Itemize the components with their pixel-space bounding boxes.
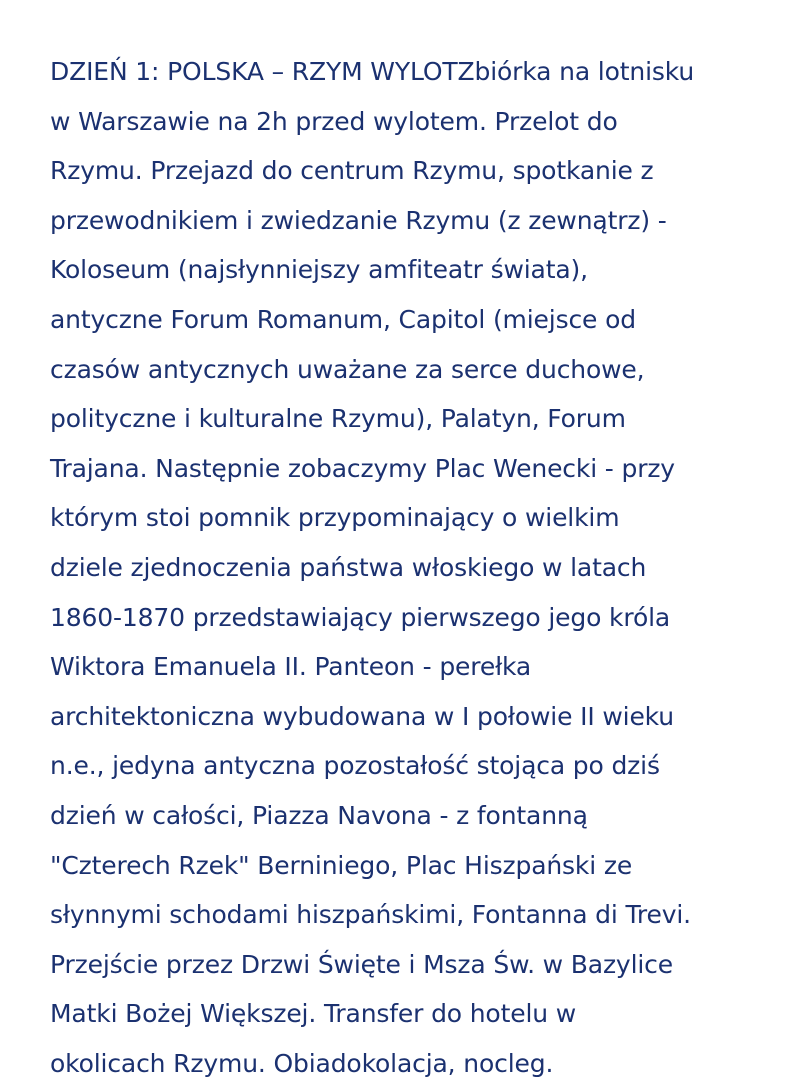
itinerary-line-17: "Czterech Rzek" Berniniego, Plac Hiszpański ze bbox=[50, 850, 633, 880]
itinerary-line-20: Matki Bożej Większej. Transfer do hotelu w bbox=[50, 999, 577, 1029]
itinerary-line-21: okolicach Rzymu. Obiadokolacja, nocleg. bbox=[50, 1048, 554, 1078]
itinerary-line-19: Przejście przez Drzwi Święte i Msza Św. w Bazylice bbox=[50, 949, 673, 979]
itinerary-line-11: dziele zjednoczenia państwa włoskiego w latach bbox=[50, 552, 647, 582]
itinerary-line-14: architektoniczna wybudowana w I połowie II wieku bbox=[50, 701, 674, 731]
line-text: Zbiórka na lotnisku bbox=[457, 57, 695, 86]
itinerary-line-12: 1860-1870 przedstawiający pierwszego jego króla bbox=[50, 602, 671, 632]
itinerary-line-9: Trajana. Następnie zobaczymy Plac Wenecki - przy bbox=[50, 453, 675, 483]
itinerary-line-10: którym stoi pomnik przypominający o wielkim bbox=[50, 503, 620, 533]
itinerary-line-8: polityczne i kulturalne Rzymu), Palatyn, Forum bbox=[50, 404, 626, 434]
itinerary-day-1 bbox=[50, 47, 760, 1088]
itinerary-line-5: Koloseum (najsłynniejszy amfiteatr świata), bbox=[50, 255, 588, 285]
itinerary-line-3: Rzymu. Przejazd do centrum Rzymu, spotkanie z bbox=[50, 156, 654, 186]
itinerary-line-18: słynnymi schodami hiszpańskimi, Fontanna di Trevi. bbox=[50, 900, 691, 930]
itinerary-line-16: dzień w całości, Piazza Navona - z fontanną bbox=[50, 800, 588, 830]
itinerary-line-2: w Warszawie na 2h przed wylotem. Przelot do bbox=[50, 106, 618, 136]
itinerary-line-6: antyczne Forum Romanum, Capitol (miejsce od bbox=[50, 304, 636, 334]
itinerary-line-1 bbox=[50, 47, 760, 97]
itinerary-line-15: n.e., jedyna antyczna pozostałość stojąca po dziś bbox=[50, 751, 660, 781]
day-heading: DZIEŃ 1: POLSKA – RZYM WYLOT bbox=[50, 57, 458, 86]
itinerary-line-13: Wiktora Emanuela II. Panteon - perełka bbox=[50, 652, 532, 682]
itinerary-line-7: czasów antycznych uważane za serce duchowe, bbox=[50, 354, 645, 384]
itinerary-line-4: przewodnikiem i zwiedzanie Rzymu (z zewnątrz) - bbox=[50, 205, 667, 235]
